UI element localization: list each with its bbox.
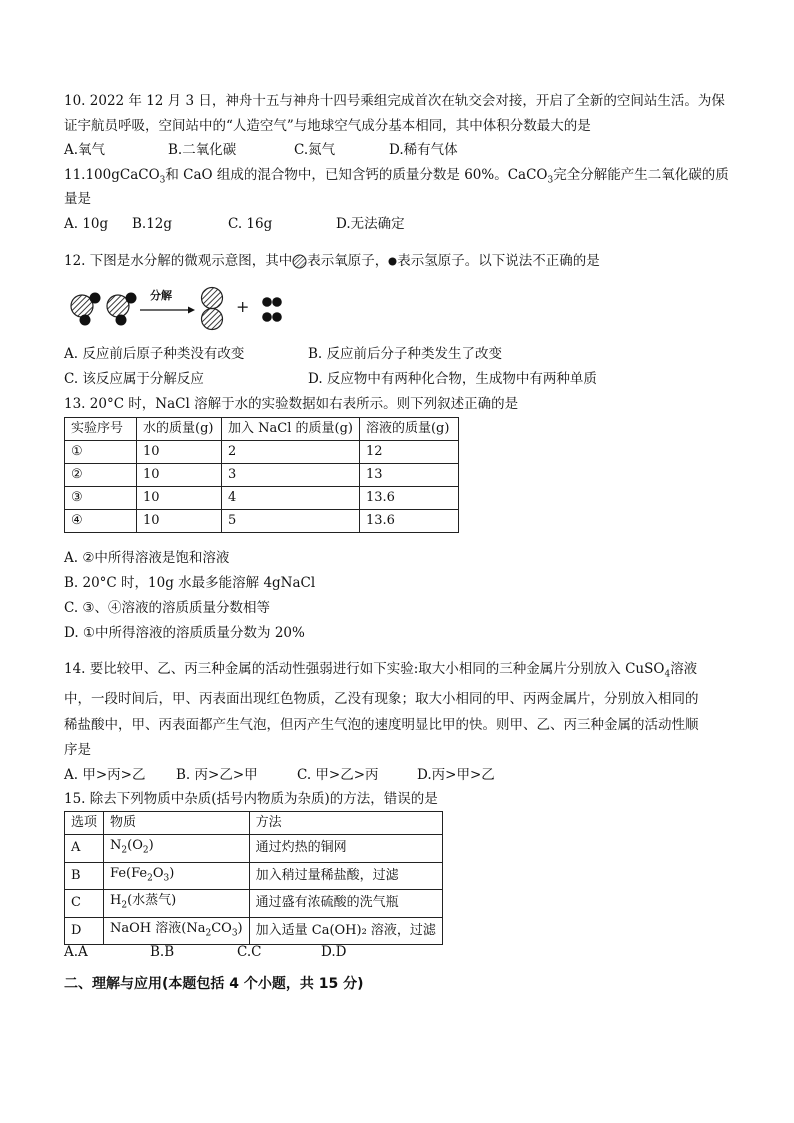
table-cell: 10 xyxy=(137,464,222,487)
oxygen-molecule xyxy=(202,288,223,330)
header-cell: 加入 NaCl 的质量(g) xyxy=(222,418,360,441)
q12-stem-part-a: 12. 下图是水分解的微观示意图，其中 xyxy=(64,253,293,269)
table-cell: 4 xyxy=(222,487,360,510)
q10-line1: 10. 2022 年 12 月 3 日，神舟十五与神舟十四号乘组完成首次在轨交会对接，开启了全新的空间站生活。为保 xyxy=(64,93,725,109)
header-cell: 水的质量(g) xyxy=(137,418,222,441)
table-cell: 10 xyxy=(137,441,222,464)
q11-option-c: C. 16g xyxy=(228,216,273,232)
formula-part: (水蒸气) xyxy=(127,893,177,909)
q10-option-b: B.二氧化碳 xyxy=(168,142,237,158)
formula-part: H xyxy=(110,893,122,909)
table-cell: 通过灼热的铜网 xyxy=(249,835,442,863)
q11-line1 xyxy=(64,166,729,190)
table-row xyxy=(65,464,459,487)
q11-line1-part-c: 完全分解能产生二氧化碳的质 xyxy=(553,167,729,183)
table-cell: 2 xyxy=(222,441,360,464)
q13-table xyxy=(64,417,459,533)
header-cell: 方法 xyxy=(249,812,442,835)
table-row xyxy=(65,835,443,863)
water-molecule-2 xyxy=(107,293,137,326)
header-cell: 溶液的质量(g) xyxy=(359,418,458,441)
q14-line1-part-a: 14. 要比较甲、乙、丙三种金属的活动性强弱进行如下实验:取大小相同的三种金属片分别放入 CuSO xyxy=(64,661,665,677)
table-row xyxy=(65,487,459,510)
table-cell: 10 xyxy=(137,510,222,533)
table-row xyxy=(65,441,459,464)
q15-table xyxy=(64,811,443,945)
formula-sub: 3 xyxy=(231,928,238,939)
q13-option-b: B. 20°C 时，10g 水最多能溶解 4gNaCl xyxy=(64,575,316,591)
plus-sign: + xyxy=(236,297,250,316)
formula-sub: 2 xyxy=(205,928,212,939)
table-cell: 5 xyxy=(222,510,360,533)
formula-part: Fe(Fe xyxy=(110,865,148,881)
q11-option-b: B.12g xyxy=(132,216,173,232)
oxygen-atom-icon xyxy=(292,254,307,269)
table-cell: D xyxy=(65,917,104,945)
formula-part: N xyxy=(110,838,122,853)
hydrogen-atom-icon xyxy=(388,257,397,266)
table-cell: ② xyxy=(65,464,137,487)
q14-line1 xyxy=(64,660,697,684)
q12-stem-part-b: 表示氧原子， xyxy=(307,253,389,269)
formula-part: ) xyxy=(148,838,154,853)
q15-stem: 15. 除去下列物质中杂质(括号内物质为杂质)的方法，错误的是 xyxy=(64,791,438,807)
q15-options xyxy=(64,943,346,961)
table-cell xyxy=(104,917,250,945)
q10-option-a: A.氧气 xyxy=(64,142,106,158)
table-cell: A xyxy=(65,835,104,863)
q11-sub-3a: 3 xyxy=(159,175,166,186)
q14-line4: 序是 xyxy=(64,742,91,758)
table-row xyxy=(65,890,443,918)
q11-options xyxy=(64,215,405,233)
table-header-row xyxy=(65,418,459,441)
formula-sub: 2 xyxy=(121,900,128,911)
table-cell: 13.6 xyxy=(359,487,458,510)
q11-option-a: A. 10g xyxy=(64,216,109,232)
header-cell: 选项 xyxy=(65,812,104,835)
q14-option-b: B. 丙>乙>甲 xyxy=(176,767,258,783)
formula-part: (O xyxy=(127,838,143,853)
q15-option-a: A.A xyxy=(64,944,88,960)
table-cell: ① xyxy=(65,441,137,464)
water-decomposition-diagram xyxy=(64,284,304,334)
table-row xyxy=(65,917,443,945)
table-cell: 10 xyxy=(137,487,222,510)
q13-option-a: A. ②中所得溶液是饱和溶液 xyxy=(64,550,230,566)
table-cell: 3 xyxy=(222,464,360,487)
table-cell: 加入稍过量稀盐酸，过滤 xyxy=(249,862,442,890)
q10-option-c: C.氮气 xyxy=(294,142,336,158)
q14-options xyxy=(64,766,495,784)
section-heading: 二、理解与应用(本题包括 4 个小题，共 15 分) xyxy=(64,976,364,992)
q15-option-c: C.C xyxy=(237,944,262,960)
q15-option-b: B.B xyxy=(150,944,175,960)
hydrogen-molecules xyxy=(262,297,282,322)
table-cell xyxy=(104,862,250,890)
q12-stem-part-c: 表示氢原子。以下说法不正确的是 xyxy=(397,253,600,269)
q13-option-d: D. ①中所得溶液的溶质质量分数为 20% xyxy=(64,625,305,641)
q12-option-b: B. 反应前后分子种类发生了改变 xyxy=(308,346,503,362)
water-molecule-1 xyxy=(71,293,101,326)
q14-option-d: D.丙>甲>乙 xyxy=(417,767,495,783)
table-cell xyxy=(104,890,250,918)
q14-line3: 稀盐酸中，甲、丙表面都产生气泡，但丙产生气泡的速度明显比甲的快。则甲、乙、丙三种金属的活动性顺 xyxy=(64,717,699,733)
formula-part: CO xyxy=(211,920,232,936)
q12-stem xyxy=(64,252,600,270)
table-cell: ④ xyxy=(65,510,137,533)
table-cell: 12 xyxy=(359,441,458,464)
q12-option-d: D. 反应物中有两种化合物，生成物中有两种单质 xyxy=(308,371,597,387)
formula-sub: 2 xyxy=(147,873,153,884)
q11-option-d: D.无法确定 xyxy=(336,216,405,232)
decompose-arrow-label: 分解 xyxy=(150,289,172,302)
table-cell xyxy=(104,835,250,863)
q11-line1-part-a: 11.100gCaCO xyxy=(64,167,160,183)
q14-line1-part-b: 溶液 xyxy=(670,661,698,677)
q11-line2: 量是 xyxy=(64,191,91,207)
formula-part: NaOH 溶液(Na xyxy=(110,920,206,936)
table-cell: B xyxy=(65,862,104,890)
header-cell: 实验序号 xyxy=(65,418,137,441)
formula-sub: 2 xyxy=(142,845,149,856)
table-cell: C xyxy=(65,890,104,918)
q14-option-a: A. 甲>丙>乙 xyxy=(64,767,146,783)
formula-sub: 2 xyxy=(121,845,128,856)
q14-option-c: C. 甲>乙>丙 xyxy=(297,767,379,783)
table-cell: 通过盛有浓硫酸的洗气瓶 xyxy=(249,890,442,918)
q11-sub-3b: 3 xyxy=(547,175,554,186)
q14-line2: 中，一段时间后，甲、丙表面出现红色物质，乙没有现象；取大小相同的甲、丙两金属片，分别放入相同的 xyxy=(64,691,699,707)
q14-sub-4: 4 xyxy=(664,669,671,680)
header-cell: 物质 xyxy=(104,812,250,835)
table-row xyxy=(65,862,443,890)
q12-options-row2 xyxy=(64,370,597,388)
formula-part: ) xyxy=(169,865,175,881)
q10-line2: 证宇航员呼吸，空间站中的“人造空气”与地球空气成分基本相同，其中体积分数最大的是 xyxy=(64,118,591,134)
formula-part: O xyxy=(152,865,164,881)
q15-option-d: D.D xyxy=(321,944,347,960)
formula-sub: 3 xyxy=(163,873,170,884)
q12-option-c: C. 该反应属于分解反应 xyxy=(64,371,204,387)
q10-options xyxy=(64,141,458,159)
q12-options-row1 xyxy=(64,345,502,363)
table-header-row xyxy=(65,812,443,835)
table-cell: ③ xyxy=(65,487,137,510)
table-cell: 13.6 xyxy=(359,510,458,533)
q12-option-a: A. 反应前后原子种类没有改变 xyxy=(64,346,245,362)
formula-part: ) xyxy=(237,920,243,936)
q13-option-c: C. ③、④溶液的溶质质量分数相等 xyxy=(64,600,271,616)
q11-line1-part-b: 和 CaO 组成的混合物中，已知含钙的质量分数是 60%。CaCO xyxy=(165,167,548,183)
table-cell: 加入适量 Ca(OH)₂ 溶液，过滤 xyxy=(249,917,442,945)
q10-option-d: D.稀有气体 xyxy=(389,142,458,158)
table-cell: 13 xyxy=(359,464,458,487)
q13-stem: 13. 20°C 时，NaCl 溶解于水的实验数据如右表所示。则下列叙述正确的是 xyxy=(64,396,519,412)
table-row xyxy=(65,510,459,533)
